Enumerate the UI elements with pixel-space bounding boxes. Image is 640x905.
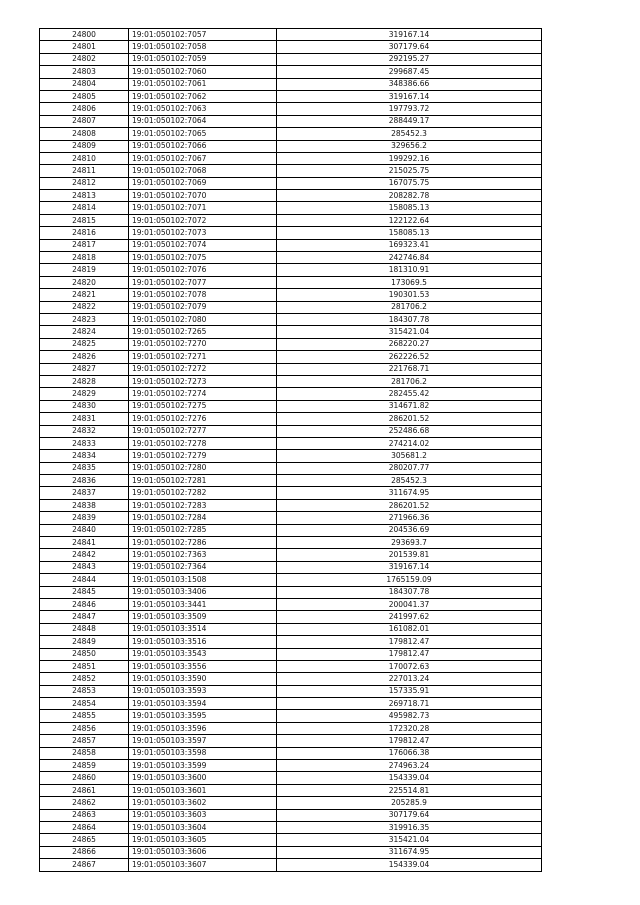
table-row bbox=[40, 660, 542, 672]
cadastral-number-cell: 19:01:050102:7274 bbox=[129, 388, 277, 400]
table-row bbox=[40, 623, 542, 635]
cadastral-number-cell: 19:01:050102:7265 bbox=[129, 326, 277, 338]
table-row bbox=[40, 648, 542, 660]
cadastral-number-cell: 19:01:050102:7078 bbox=[129, 289, 277, 301]
table-row bbox=[40, 41, 542, 53]
table-row bbox=[40, 375, 542, 387]
cadastral-value-cell: 179812.47 bbox=[277, 636, 542, 648]
cadastral-value-cell: 181310.91 bbox=[277, 264, 542, 276]
row-number-cell: 24804 bbox=[40, 78, 129, 90]
row-number-cell: 24842 bbox=[40, 549, 129, 561]
cadastral-value-cell: 199292.16 bbox=[277, 152, 542, 164]
table-row bbox=[40, 202, 542, 214]
row-number-cell: 24823 bbox=[40, 313, 129, 325]
row-number-cell: 24861 bbox=[40, 784, 129, 796]
cadastral-number-cell: 19:01:050103:3605 bbox=[129, 834, 277, 846]
table-row bbox=[40, 301, 542, 313]
cadastral-value-cell: 154339.04 bbox=[277, 772, 542, 784]
row-number-cell: 24838 bbox=[40, 499, 129, 511]
cadastral-value-cell: 170072.63 bbox=[277, 660, 542, 672]
row-number-cell: 24865 bbox=[40, 834, 129, 846]
cadastral-number-cell: 19:01:050102:7278 bbox=[129, 437, 277, 449]
table-row bbox=[40, 252, 542, 264]
table-row bbox=[40, 760, 542, 772]
cadastral-value-cell: 319916.35 bbox=[277, 822, 542, 834]
cadastral-value-cell: 158085.13 bbox=[277, 227, 542, 239]
row-number-cell: 24837 bbox=[40, 487, 129, 499]
table-row bbox=[40, 152, 542, 164]
cadastral-number-cell: 19:01:050102:7076 bbox=[129, 264, 277, 276]
row-number-cell: 24843 bbox=[40, 561, 129, 573]
table-row bbox=[40, 425, 542, 437]
cadastral-number-cell: 19:01:050102:7067 bbox=[129, 152, 277, 164]
cadastral-value-cell: 169323.41 bbox=[277, 239, 542, 251]
table-row bbox=[40, 735, 542, 747]
table-row bbox=[40, 53, 542, 65]
row-number-cell: 24805 bbox=[40, 90, 129, 102]
table-row bbox=[40, 797, 542, 809]
cadastral-value-cell: 269718.71 bbox=[277, 698, 542, 710]
cadastral-number-cell: 19:01:050103:3595 bbox=[129, 710, 277, 722]
cadastral-value-cell: 274214.02 bbox=[277, 437, 542, 449]
cadastral-number-cell: 19:01:050102:7073 bbox=[129, 227, 277, 239]
row-number-cell: 24866 bbox=[40, 846, 129, 858]
cadastral-value-cell: 176066.38 bbox=[277, 747, 542, 759]
cadastral-number-cell: 19:01:050103:3603 bbox=[129, 809, 277, 821]
row-number-cell: 24801 bbox=[40, 41, 129, 53]
row-number-cell: 24855 bbox=[40, 710, 129, 722]
cadastral-value-cell: 204536.69 bbox=[277, 524, 542, 536]
cadastral-value-cell: 161082.01 bbox=[277, 623, 542, 635]
row-number-cell: 24839 bbox=[40, 512, 129, 524]
table-row bbox=[40, 698, 542, 710]
row-number-cell: 24803 bbox=[40, 66, 129, 78]
row-number-cell: 24841 bbox=[40, 537, 129, 549]
table-row bbox=[40, 598, 542, 610]
table-row bbox=[40, 784, 542, 796]
row-number-cell: 24836 bbox=[40, 475, 129, 487]
table-row bbox=[40, 29, 542, 41]
cadastral-value-cell: 274963.24 bbox=[277, 760, 542, 772]
row-number-cell: 24829 bbox=[40, 388, 129, 400]
cadastral-value-cell: 262226.52 bbox=[277, 351, 542, 363]
cadastral-value-cell: 242746.84 bbox=[277, 252, 542, 264]
cadastral-number-cell: 19:01:050102:7279 bbox=[129, 450, 277, 462]
cadastral-value-cell: 286201.52 bbox=[277, 499, 542, 511]
cadastral-value-cell: 281706.2 bbox=[277, 375, 542, 387]
cadastral-number-cell: 19:01:050103:3600 bbox=[129, 772, 277, 784]
table-row bbox=[40, 388, 542, 400]
cadastral-number-cell: 19:01:050103:3607 bbox=[129, 859, 277, 871]
cadastral-value-cell: 208282.78 bbox=[277, 190, 542, 202]
cadastral-number-cell: 19:01:050102:7060 bbox=[129, 66, 277, 78]
row-number-cell: 24802 bbox=[40, 53, 129, 65]
cadastral-number-cell: 19:01:050102:7285 bbox=[129, 524, 277, 536]
cadastral-value-cell: 495982.73 bbox=[277, 710, 542, 722]
table-row bbox=[40, 611, 542, 623]
row-number-cell: 24849 bbox=[40, 636, 129, 648]
cadastral-value-cell: 184307.78 bbox=[277, 586, 542, 598]
row-number-cell: 24845 bbox=[40, 586, 129, 598]
row-number-cell: 24828 bbox=[40, 375, 129, 387]
cadastral-value-cell: 225514.81 bbox=[277, 784, 542, 796]
row-number-cell: 24813 bbox=[40, 190, 129, 202]
row-number-cell: 24822 bbox=[40, 301, 129, 313]
cadastral-value-cell: 205285.9 bbox=[277, 797, 542, 809]
row-number-cell: 24851 bbox=[40, 660, 129, 672]
cadastral-value-cell: 157335.91 bbox=[277, 685, 542, 697]
cadastral-number-cell: 19:01:050102:7080 bbox=[129, 313, 277, 325]
cadastral-number-cell: 19:01:050102:7061 bbox=[129, 78, 277, 90]
table-row bbox=[40, 524, 542, 536]
cadastral-number-cell: 19:01:050102:7281 bbox=[129, 475, 277, 487]
table-row bbox=[40, 227, 542, 239]
table-row bbox=[40, 413, 542, 425]
table-row bbox=[40, 264, 542, 276]
table-row bbox=[40, 289, 542, 301]
cadastral-number-cell: 19:01:050103:3593 bbox=[129, 685, 277, 697]
cadastral-number-cell: 19:01:050102:7363 bbox=[129, 549, 277, 561]
table-row bbox=[40, 512, 542, 524]
cadastral-number-cell: 19:01:050103:3596 bbox=[129, 722, 277, 734]
cadastral-value-cell: 329656.2 bbox=[277, 140, 542, 152]
table-row bbox=[40, 673, 542, 685]
cadastral-number-cell: 19:01:050102:7064 bbox=[129, 115, 277, 127]
cadastral-value-cell: 293693.7 bbox=[277, 537, 542, 549]
cadastral-number-cell: 19:01:050102:7062 bbox=[129, 90, 277, 102]
cadastral-number-cell: 19:01:050102:7057 bbox=[129, 29, 277, 41]
cadastral-value-cell: 190301.53 bbox=[277, 289, 542, 301]
cadastral-value-cell: 319167.14 bbox=[277, 561, 542, 573]
cadastral-value-cell: 292195.27 bbox=[277, 53, 542, 65]
table-row bbox=[40, 499, 542, 511]
cadastral-number-cell: 19:01:050102:7283 bbox=[129, 499, 277, 511]
cadastral-value-cell: 1765159.09 bbox=[277, 574, 542, 586]
cadastral-value-cell: 184307.78 bbox=[277, 313, 542, 325]
row-number-cell: 24856 bbox=[40, 722, 129, 734]
cadastral-number-cell: 19:01:050103:3597 bbox=[129, 735, 277, 747]
row-number-cell: 24819 bbox=[40, 264, 129, 276]
cadastral-number-cell: 19:01:050103:3594 bbox=[129, 698, 277, 710]
row-number-cell: 24848 bbox=[40, 623, 129, 635]
cadastral-value-cell: 281706.2 bbox=[277, 301, 542, 313]
table-row bbox=[40, 710, 542, 722]
row-number-cell: 24850 bbox=[40, 648, 129, 660]
cadastral-number-cell: 19:01:050103:3441 bbox=[129, 598, 277, 610]
table-row bbox=[40, 450, 542, 462]
cadastral-value-cell: 299687.45 bbox=[277, 66, 542, 78]
table-row bbox=[40, 574, 542, 586]
cadastral-value-cell: 268220.27 bbox=[277, 338, 542, 350]
row-number-cell: 24806 bbox=[40, 103, 129, 115]
row-number-cell: 24854 bbox=[40, 698, 129, 710]
cadastral-value-cell: 282455.42 bbox=[277, 388, 542, 400]
cadastral-value-cell: 314671.82 bbox=[277, 400, 542, 412]
cadastral-value-cell: 154339.04 bbox=[277, 859, 542, 871]
cadastral-number-cell: 19:01:050103:3599 bbox=[129, 760, 277, 772]
cadastral-value-cell: 311674.95 bbox=[277, 846, 542, 858]
row-number-cell: 24824 bbox=[40, 326, 129, 338]
cadastral-value-cell: 227013.24 bbox=[277, 673, 542, 685]
table-row bbox=[40, 834, 542, 846]
cadastral-value-cell: 315421.04 bbox=[277, 834, 542, 846]
row-number-cell: 24820 bbox=[40, 276, 129, 288]
cadastral-number-cell: 19:01:050102:7275 bbox=[129, 400, 277, 412]
row-number-cell: 24864 bbox=[40, 822, 129, 834]
table-row bbox=[40, 475, 542, 487]
cadastral-number-cell: 19:01:050103:3604 bbox=[129, 822, 277, 834]
cadastral-number-cell: 19:01:050102:7075 bbox=[129, 252, 277, 264]
row-number-cell: 24857 bbox=[40, 735, 129, 747]
cadastral-value-cell: 201539.81 bbox=[277, 549, 542, 561]
row-number-cell: 24812 bbox=[40, 177, 129, 189]
row-number-cell: 24809 bbox=[40, 140, 129, 152]
cadastral-value-cell: 307179.64 bbox=[277, 809, 542, 821]
row-number-cell: 24827 bbox=[40, 363, 129, 375]
table-row bbox=[40, 190, 542, 202]
cadastral-number-cell: 19:01:050102:7077 bbox=[129, 276, 277, 288]
row-number-cell: 24800 bbox=[40, 29, 129, 41]
cadastral-value-cell: 315421.04 bbox=[277, 326, 542, 338]
cadastral-number-cell: 19:01:050102:7063 bbox=[129, 103, 277, 115]
row-number-cell: 24862 bbox=[40, 797, 129, 809]
row-number-cell: 24833 bbox=[40, 437, 129, 449]
table-row bbox=[40, 859, 542, 871]
cadastral-value-cell: 280207.77 bbox=[277, 462, 542, 474]
cadastral-value-cell: 158085.13 bbox=[277, 202, 542, 214]
cadastral-number-cell: 19:01:050103:3601 bbox=[129, 784, 277, 796]
table-row bbox=[40, 140, 542, 152]
row-number-cell: 24831 bbox=[40, 413, 129, 425]
table-row bbox=[40, 165, 542, 177]
cadastral-number-cell: 19:01:050103:3602 bbox=[129, 797, 277, 809]
table-row bbox=[40, 822, 542, 834]
row-number-cell: 24821 bbox=[40, 289, 129, 301]
cadastral-value-cell: 305681.2 bbox=[277, 450, 542, 462]
cadastral-number-cell: 19:01:050102:7273 bbox=[129, 375, 277, 387]
row-number-cell: 24816 bbox=[40, 227, 129, 239]
table-row bbox=[40, 66, 542, 78]
cadastral-number-cell: 19:01:050102:7280 bbox=[129, 462, 277, 474]
table-row bbox=[40, 90, 542, 102]
cadastral-value-cell: 215025.75 bbox=[277, 165, 542, 177]
table-row bbox=[40, 487, 542, 499]
cadastral-number-cell: 19:01:050102:7059 bbox=[129, 53, 277, 65]
table-row bbox=[40, 338, 542, 350]
cadastral-number-cell: 19:01:050102:7079 bbox=[129, 301, 277, 313]
row-number-cell: 24846 bbox=[40, 598, 129, 610]
cadastral-value-cell: 286201.52 bbox=[277, 413, 542, 425]
table-row bbox=[40, 549, 542, 561]
cadastral-value-cell: 221768.71 bbox=[277, 363, 542, 375]
cadastral-number-cell: 19:01:050102:7282 bbox=[129, 487, 277, 499]
row-number-cell: 24859 bbox=[40, 760, 129, 772]
cadastral-number-cell: 19:01:050102:7074 bbox=[129, 239, 277, 251]
cadastral-number-cell: 19:01:050103:3556 bbox=[129, 660, 277, 672]
row-number-cell: 24858 bbox=[40, 747, 129, 759]
cadastral-number-cell: 19:01:050102:7284 bbox=[129, 512, 277, 524]
row-number-cell: 24852 bbox=[40, 673, 129, 685]
cadastral-value-cell: 167075.75 bbox=[277, 177, 542, 189]
cadastral-number-cell: 19:01:050102:7070 bbox=[129, 190, 277, 202]
row-number-cell: 24818 bbox=[40, 252, 129, 264]
cadastral-value-cell: 197793.72 bbox=[277, 103, 542, 115]
cadastral-number-cell: 19:01:050102:7069 bbox=[129, 177, 277, 189]
row-number-cell: 24853 bbox=[40, 685, 129, 697]
cadastral-value-cell: 319167.14 bbox=[277, 29, 542, 41]
cadastral-number-cell: 19:01:050102:7271 bbox=[129, 351, 277, 363]
cadastral-number-cell: 19:01:050102:7058 bbox=[129, 41, 277, 53]
table-row bbox=[40, 462, 542, 474]
table-row bbox=[40, 400, 542, 412]
cadastral-value-cell: 172320.28 bbox=[277, 722, 542, 734]
cadastral-value-cell: 179812.47 bbox=[277, 648, 542, 660]
cadastral-value-cell: 241997.62 bbox=[277, 611, 542, 623]
cadastral-number-cell: 19:01:050102:7065 bbox=[129, 128, 277, 140]
table-row bbox=[40, 313, 542, 325]
table-row bbox=[40, 685, 542, 697]
cadastral-number-cell: 19:01:050102:7270 bbox=[129, 338, 277, 350]
cadastral-value-cell: 288449.17 bbox=[277, 115, 542, 127]
row-number-cell: 24867 bbox=[40, 859, 129, 871]
cadastral-number-cell: 19:01:050102:7277 bbox=[129, 425, 277, 437]
row-number-cell: 24825 bbox=[40, 338, 129, 350]
row-number-cell: 24835 bbox=[40, 462, 129, 474]
row-number-cell: 24860 bbox=[40, 772, 129, 784]
cadastral-value-table bbox=[39, 28, 542, 872]
row-number-cell: 24832 bbox=[40, 425, 129, 437]
table-row bbox=[40, 276, 542, 288]
table-row bbox=[40, 747, 542, 759]
table-row bbox=[40, 103, 542, 115]
cadastral-value-cell: 319167.14 bbox=[277, 90, 542, 102]
table-row bbox=[40, 537, 542, 549]
cadastral-value-cell: 271966.36 bbox=[277, 512, 542, 524]
cadastral-number-cell: 19:01:050103:3590 bbox=[129, 673, 277, 685]
table-row bbox=[40, 846, 542, 858]
cadastral-value-cell: 285452.3 bbox=[277, 128, 542, 140]
cadastral-number-cell: 19:01:050103:3543 bbox=[129, 648, 277, 660]
cadastral-number-cell: 19:01:050102:7068 bbox=[129, 165, 277, 177]
cadastral-number-cell: 19:01:050102:7286 bbox=[129, 537, 277, 549]
row-number-cell: 24815 bbox=[40, 214, 129, 226]
cadastral-number-cell: 19:01:050103:3406 bbox=[129, 586, 277, 598]
table-row bbox=[40, 115, 542, 127]
table-body bbox=[40, 29, 542, 872]
cadastral-value-cell: 285452.3 bbox=[277, 475, 542, 487]
cadastral-value-cell: 307179.64 bbox=[277, 41, 542, 53]
cadastral-value-cell: 311674.95 bbox=[277, 487, 542, 499]
row-number-cell: 24844 bbox=[40, 574, 129, 586]
row-number-cell: 24814 bbox=[40, 202, 129, 214]
row-number-cell: 24826 bbox=[40, 351, 129, 363]
row-number-cell: 24830 bbox=[40, 400, 129, 412]
row-number-cell: 24810 bbox=[40, 152, 129, 164]
cadastral-number-cell: 19:01:050103:3606 bbox=[129, 846, 277, 858]
cadastral-value-cell: 173069.5 bbox=[277, 276, 542, 288]
row-number-cell: 24863 bbox=[40, 809, 129, 821]
cadastral-number-cell: 19:01:050102:7072 bbox=[129, 214, 277, 226]
cadastral-number-cell: 19:01:050102:7364 bbox=[129, 561, 277, 573]
cadastral-number-cell: 19:01:050103:3514 bbox=[129, 623, 277, 635]
cadastral-value-cell: 200041.37 bbox=[277, 598, 542, 610]
cadastral-number-cell: 19:01:050102:7066 bbox=[129, 140, 277, 152]
cadastral-value-cell: 179812.47 bbox=[277, 735, 542, 747]
table-row bbox=[40, 363, 542, 375]
table-row bbox=[40, 586, 542, 598]
cadastral-value-cell: 122122.64 bbox=[277, 214, 542, 226]
row-number-cell: 24808 bbox=[40, 128, 129, 140]
table-row bbox=[40, 437, 542, 449]
cadastral-number-cell: 19:01:050103:3509 bbox=[129, 611, 277, 623]
table-row bbox=[40, 561, 542, 573]
row-number-cell: 24840 bbox=[40, 524, 129, 536]
table-row bbox=[40, 351, 542, 363]
table-row bbox=[40, 326, 542, 338]
cadastral-number-cell: 19:01:050102:7276 bbox=[129, 413, 277, 425]
cadastral-number-cell: 19:01:050102:7071 bbox=[129, 202, 277, 214]
cadastral-value-cell: 348386.66 bbox=[277, 78, 542, 90]
cadastral-number-cell: 19:01:050103:3598 bbox=[129, 747, 277, 759]
cadastral-number-cell: 19:01:050102:7272 bbox=[129, 363, 277, 375]
table-row bbox=[40, 214, 542, 226]
table-row bbox=[40, 177, 542, 189]
row-number-cell: 24811 bbox=[40, 165, 129, 177]
table-row bbox=[40, 78, 542, 90]
table-row bbox=[40, 636, 542, 648]
cadastral-value-cell: 252486.68 bbox=[277, 425, 542, 437]
cadastral-number-cell: 19:01:050103:3516 bbox=[129, 636, 277, 648]
row-number-cell: 24807 bbox=[40, 115, 129, 127]
table-row bbox=[40, 239, 542, 251]
table-row bbox=[40, 772, 542, 784]
table-row bbox=[40, 809, 542, 821]
row-number-cell: 24834 bbox=[40, 450, 129, 462]
row-number-cell: 24847 bbox=[40, 611, 129, 623]
table-row bbox=[40, 128, 542, 140]
table-row bbox=[40, 722, 542, 734]
row-number-cell: 24817 bbox=[40, 239, 129, 251]
cadastral-number-cell: 19:01:050103:1508 bbox=[129, 574, 277, 586]
